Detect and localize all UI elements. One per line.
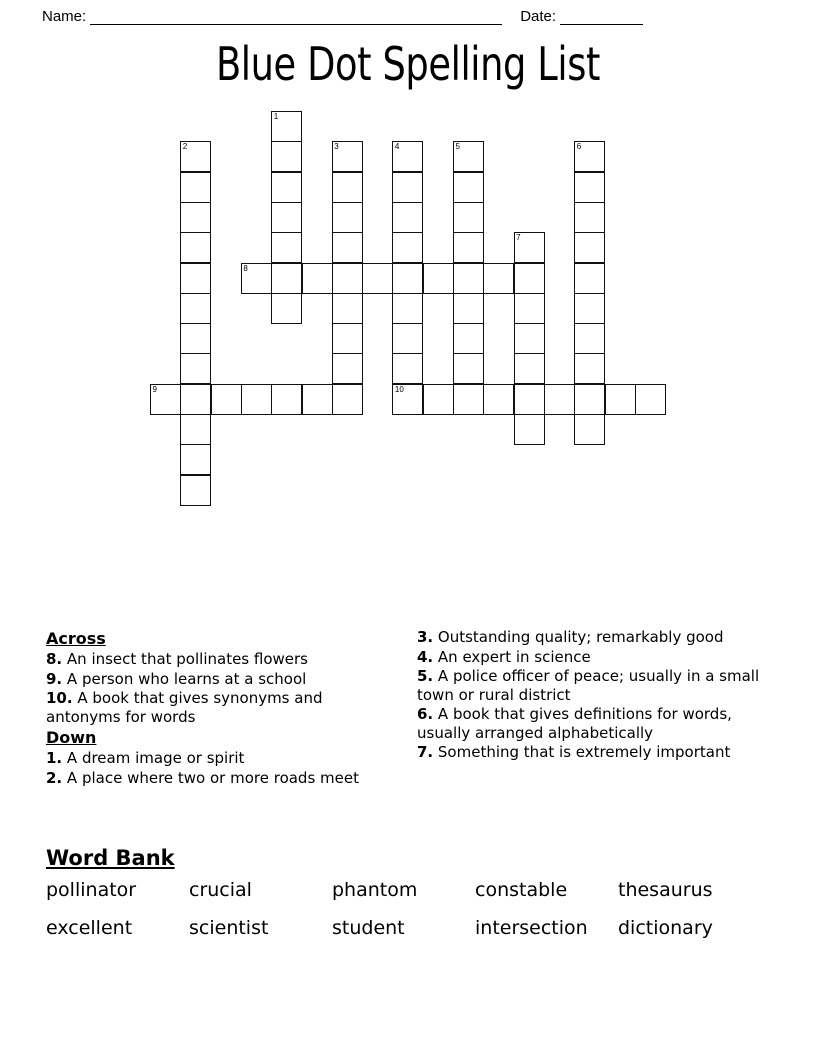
- crossword-cell[interactable]: [574, 232, 605, 263]
- crossword-cell-number: 7: [516, 233, 521, 243]
- crossword-cell[interactable]: [271, 202, 302, 233]
- crossword-cell-number: 3: [334, 142, 339, 152]
- word-bank-word: phantom: [332, 879, 418, 901]
- crossword-cell[interactable]: [514, 353, 545, 384]
- clue-number: 3.: [417, 628, 434, 646]
- name-write-in-line[interactable]: [90, 9, 502, 25]
- clue-number: 6.: [417, 705, 434, 723]
- crossword-cell[interactable]: [483, 384, 514, 415]
- page-title: Blue Dot Spelling List: [215, 37, 601, 91]
- clue-section-heading: [46, 727, 399, 749]
- crossword-cell[interactable]: [392, 293, 423, 324]
- crossword-cell-number: 1: [273, 112, 279, 121]
- crossword-cell[interactable]: [271, 293, 302, 324]
- crossword-cell[interactable]: [453, 232, 484, 263]
- clue-text: A place where two or more roads meet: [62, 768, 359, 787]
- crossword-cell[interactable]: [150, 384, 181, 415]
- word-bank-word: thesaurus: [618, 879, 713, 901]
- clue-section-heading: [46, 628, 399, 650]
- crossword-cell[interactable]: [392, 141, 423, 172]
- crossword-cell[interactable]: [453, 323, 484, 354]
- crossword-cell[interactable]: [392, 232, 423, 263]
- crossword-cell[interactable]: [302, 384, 333, 415]
- crossword-cell[interactable]: [180, 353, 211, 384]
- crossword-cell[interactable]: [180, 172, 211, 203]
- crossword-cell[interactable]: [362, 263, 393, 294]
- crossword-cell[interactable]: [302, 263, 333, 294]
- crossword-cell[interactable]: [392, 172, 423, 203]
- crossword-cell[interactable]: [574, 323, 605, 354]
- crossword-cell[interactable]: [392, 384, 423, 415]
- crossword-grid[interactable]: [150, 111, 670, 511]
- clue-number: 8.: [46, 650, 63, 668]
- clue-text: A book that gives synonyms and antonyms for words: [46, 689, 323, 726]
- crossword-cell-number: 9: [152, 384, 157, 394]
- clue-text: Outstanding quality; remarkably good: [433, 628, 724, 646]
- crossword-cell[interactable]: [423, 263, 454, 294]
- crossword-cell[interactable]: [574, 263, 605, 294]
- crossword-cell[interactable]: [453, 384, 484, 415]
- word-bank-row: [46, 871, 770, 909]
- crossword-cell[interactable]: [574, 384, 605, 415]
- crossword-cell[interactable]: [332, 384, 363, 415]
- crossword-cell[interactable]: [271, 384, 302, 415]
- crossword-cell[interactable]: [635, 384, 666, 415]
- word-bank-word: intersection: [475, 917, 588, 939]
- crossword-cell-number: 6: [576, 142, 582, 152]
- clue-item: [417, 628, 770, 647]
- name-date-header: [0, 0, 816, 26]
- crossword-cell[interactable]: [453, 141, 484, 172]
- crossword-cell[interactable]: [514, 384, 545, 415]
- crossword-cell[interactable]: [332, 323, 363, 354]
- clue-number: 1.: [46, 749, 63, 767]
- word-bank-word: crucial: [189, 879, 252, 901]
- clues-column-left: [46, 628, 399, 788]
- crossword-cell[interactable]: [241, 384, 272, 415]
- word-bank-word: scientist: [189, 917, 269, 939]
- clue-number: 4.: [417, 647, 434, 666]
- name-label: Name:: [42, 8, 87, 25]
- clue-text: An expert in science: [433, 647, 591, 666]
- word-bank-section: [46, 845, 770, 947]
- crossword-cell[interactable]: [453, 202, 484, 233]
- crossword-cell[interactable]: [332, 263, 363, 294]
- crossword-cell-number: 5: [455, 142, 460, 152]
- clue-number: 10.: [46, 689, 73, 707]
- clue-item: [417, 705, 770, 742]
- crossword-cell[interactable]: [392, 263, 423, 294]
- crossword-cell[interactable]: [180, 202, 211, 233]
- crossword-cell-number: 10: [394, 384, 404, 394]
- crossword-cell[interactable]: [211, 384, 242, 415]
- crossword-cell[interactable]: [453, 293, 484, 324]
- crossword-cell[interactable]: [180, 323, 211, 354]
- crossword-cell[interactable]: [241, 263, 272, 294]
- crossword-cell[interactable]: [453, 172, 484, 203]
- crossword-cell[interactable]: [392, 323, 423, 354]
- word-bank-word: excellent: [46, 917, 133, 939]
- crossword-cell[interactable]: [332, 232, 363, 263]
- clue-text: A police officer of peace; usually in a small town or rural district: [417, 667, 760, 704]
- crossword-cell-number: 4: [394, 142, 400, 152]
- crossword-cell[interactable]: [423, 384, 454, 415]
- date-label: Date:: [520, 8, 557, 25]
- crossword-cell[interactable]: [180, 141, 211, 172]
- crossword-cell[interactable]: [514, 263, 545, 294]
- clues-section: [46, 628, 770, 788]
- date-write-in-line[interactable]: [560, 9, 643, 25]
- crossword-cell-number: 8: [243, 263, 248, 273]
- clue-item: [46, 689, 399, 726]
- word-bank-row: [46, 909, 770, 947]
- clue-number: 5.: [417, 667, 434, 685]
- word-bank-words: [46, 871, 770, 947]
- crossword-cell[interactable]: [271, 263, 302, 294]
- crossword-cell[interactable]: [271, 172, 302, 203]
- clue-text: An insect that pollinates flowers: [62, 650, 308, 668]
- clue-text: Something that is extremely important: [433, 743, 731, 761]
- clue-text: A person who learns at a school: [62, 669, 307, 688]
- clue-text: A book that gives definitions for words, usually arranged alphabetically: [417, 705, 732, 742]
- crossword-cell[interactable]: [544, 384, 575, 415]
- crossword-cell[interactable]: [483, 263, 514, 294]
- crossword-cell[interactable]: [180, 444, 211, 475]
- clue-number: 9.: [46, 669, 63, 688]
- clue-item: [417, 648, 770, 667]
- crossword-cell[interactable]: [514, 414, 545, 445]
- crossword-cell[interactable]: [180, 475, 211, 506]
- crossword-cell[interactable]: [392, 202, 423, 233]
- clue-item: [46, 670, 399, 689]
- crossword-cell[interactable]: [180, 293, 211, 324]
- crossword-cell[interactable]: [574, 141, 605, 172]
- crossword-cell[interactable]: [180, 232, 211, 263]
- crossword-cell[interactable]: [180, 414, 211, 445]
- clue-item: [46, 650, 399, 669]
- clue-number: 7.: [417, 743, 434, 761]
- crossword-cell[interactable]: [180, 263, 211, 294]
- crossword-cell[interactable]: [271, 232, 302, 263]
- crossword-cell[interactable]: [332, 202, 363, 233]
- clue-section-heading-label: Across: [46, 629, 106, 648]
- clue-section-heading-label: Down: [46, 728, 97, 747]
- clue-item: [417, 743, 770, 762]
- crossword-cell[interactable]: [271, 111, 302, 142]
- clue-text: A dream image or spirit: [62, 749, 245, 767]
- word-bank-word: constable: [475, 879, 568, 901]
- crossword-cell[interactable]: [514, 293, 545, 324]
- crossword-cell[interactable]: [574, 293, 605, 324]
- crossword-cell[interactable]: [453, 263, 484, 294]
- crossword-cell[interactable]: [332, 353, 363, 384]
- crossword-cell[interactable]: [332, 293, 363, 324]
- crossword-cell[interactable]: [605, 384, 636, 415]
- crossword-cell[interactable]: [574, 172, 605, 203]
- word-bank-word: dictionary: [618, 917, 713, 939]
- word-bank-word: student: [332, 917, 405, 939]
- clue-number: 2.: [46, 768, 63, 787]
- crossword-cell[interactable]: [574, 353, 605, 384]
- crossword-cell[interactable]: [332, 172, 363, 203]
- clue-item: [46, 749, 399, 768]
- clue-item: [417, 667, 770, 704]
- word-bank-title: Word Bank: [46, 846, 175, 870]
- crossword-cell[interactable]: [514, 323, 545, 354]
- crossword-cell[interactable]: [332, 141, 363, 172]
- crossword-cell[interactable]: [574, 414, 605, 445]
- crossword-cell-number: 2: [182, 142, 188, 152]
- crossword-cell[interactable]: [180, 384, 211, 415]
- clues-column-right: [417, 628, 770, 788]
- crossword-cell[interactable]: [514, 232, 545, 263]
- crossword-cell[interactable]: [574, 202, 605, 233]
- crossword-cell[interactable]: [453, 353, 484, 384]
- clue-item: [46, 769, 399, 788]
- crossword-cell[interactable]: [392, 353, 423, 384]
- crossword-cell[interactable]: [271, 141, 302, 172]
- word-bank-word: pollinator: [46, 879, 137, 901]
